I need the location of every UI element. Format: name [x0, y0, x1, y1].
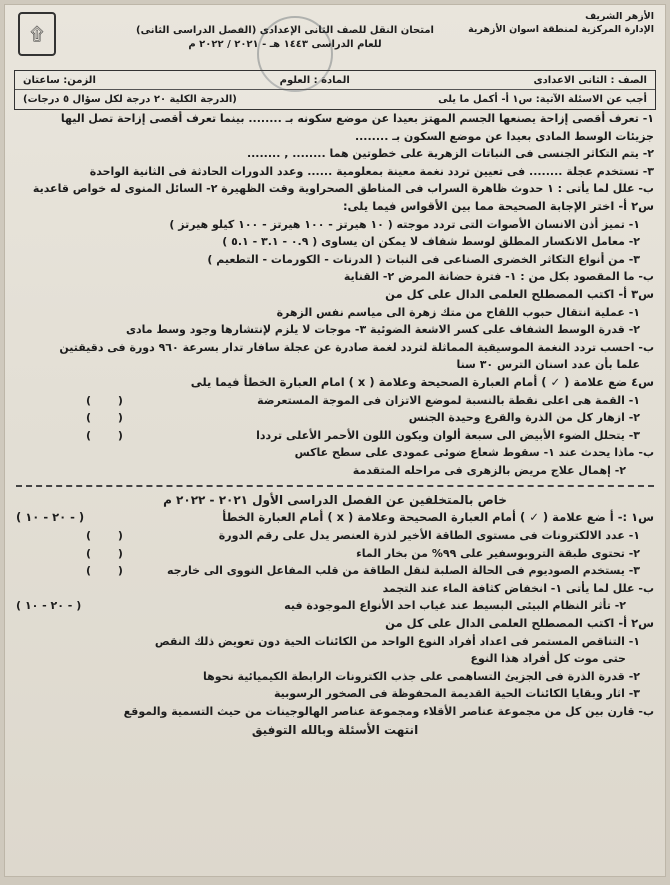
- administration-name: الإدارة المركزية لمنطقة اسوان الأزهرية: [468, 24, 654, 35]
- answer-box[interactable]: ( ): [86, 529, 123, 543]
- makeup-section-title: خاص بالمتخلفين عن الفصل الدراسى الأول ٢٠٢١ - ٢٠٢٢ م: [163, 493, 507, 508]
- section-divider: [16, 485, 654, 487]
- question-line: ب- علل لما يأتى : ١ حدوث ظاهرة السراب فى المناطق الصحراوية وقت الظهيرة ٢- السائل المنوى له خواص قاعدية: [32, 182, 654, 196]
- question-line: ٢- تأثر النظام البيئى البسيط عند غياب احد الأنواع الموجودة فيه: [284, 599, 626, 613]
- closing-line: انتهت الأسئلة وبالله التوفيق: [251, 722, 419, 737]
- question-line: ٣- تستخدم عجلة ........ فى تعيين تردد نغمة معينة بمعلومية ...... وعدد الدورات الحادثة فى الثانية الواحدة: [89, 164, 654, 178]
- true-false-item: [16, 392, 654, 410]
- question-heading: س٢ أ- اختر الإجابة الصحيحة مما بين الأقواس فيما يلى:: [342, 198, 654, 213]
- true-false-item: [16, 562, 654, 580]
- question-line: ١- التناقص المستمر فى اعداد أفراد النوع الواحد من الكائنات الحية دون تعويض ذلك النقص: [154, 634, 640, 648]
- grade-label: الصف : الثانى الاعدادى: [533, 74, 647, 86]
- question-heading: س١ :- أ ضع علامة ( ✓ ) أمام العبارة الصحيحة وعلامة ( x ) أمام العبارة الخطأ: [222, 510, 654, 525]
- subject-label: المادة : العلوم: [279, 74, 350, 86]
- true-false-item: [16, 427, 654, 445]
- question-line: ب- ماذا يحدث عند ١- سقوط شعاع ضوئى عمودى على سطح عاكس: [294, 446, 654, 460]
- question-line: ٢- قدرة الذرة فى الجزيئ التساهمى على جذب الكترونات الرابطة الكيميائية نحوها: [202, 669, 640, 683]
- marks-label: ( ٢٠ - ١٠ - ): [16, 599, 82, 613]
- instruction-label: أجب عن الاسئلة الآتية: س١ أ- أكمل ما يلى: [438, 93, 647, 105]
- exam-paper: [4, 4, 666, 877]
- question-line: ٢- إهمال علاج مريض بالزهرى فى مراحله المتقدمة: [352, 463, 626, 477]
- institution-name: الأزهر الشريف: [585, 11, 654, 22]
- tf-statement: ٢- تحتوى طبقة التروبوسفير على ٩٩% من بخار الماء: [356, 546, 640, 560]
- exam-header: [12, 10, 658, 70]
- academic-year: للعام الدراسى ١٤٤٣ هـ - ٢٠٢١ / ٢٠٢٢ م: [188, 39, 382, 50]
- tf-statement: ١- عدد الالكترونات فى مستوى الطاقة الأخير لذرة العنصر يدل على رقم الدورة: [218, 529, 640, 543]
- tf-statement: ٣- يستخدم الصوديوم فى الحالة الصلبة لنقل الطاقة من قلب المفاعل النووى الى خارجه: [167, 564, 640, 578]
- question-line-row: [16, 597, 654, 615]
- question-line: ٢- معامل الانكسار المطلق لوسط شفاف لا يمكن ان يساوى ( ٠.٩ - ٣.١ - ٥.١ ): [222, 235, 640, 249]
- true-false-item: [16, 545, 654, 563]
- tf-statement: ٣- يتحلل الضوء الأبيض الى سبعة ألوان ويكون اللون الأحمر الأعلى ترددا: [256, 428, 640, 442]
- question-line: ب- علل لما يأتى ١- انخفاض كثافة الماء عند التجمد: [382, 581, 654, 595]
- exam-title: امتحان النقل للصف الثانى الإعدادى (الفصل الدراسى الثانى): [136, 25, 434, 36]
- question-line: حتى موت كل أفراد هذا النوع: [470, 652, 626, 666]
- info-row-bottom: [15, 89, 655, 108]
- question-line: ٣- من أنواع التكاثر الخضرى الصناعى فى النبات ( الدرنات - الكورمات - التطعيم ): [207, 252, 640, 266]
- question-line: جزيئات الوسط المادى بعيدا عن موضع السكون بـ ........: [354, 129, 654, 143]
- tf-statement: ٢- ازهار كل من الذرة والقرع وحيدة الجنس: [408, 411, 640, 425]
- question-heading: س٣ أ- اكتب المصطلح العلمى الدال على كل من: [385, 286, 654, 301]
- question-line: ب- احسب تردد النغمة الموسيقية المماثلة لتردد لغمة صادرة عن عجلة سافار تدار بسرعة ٩٦٠ دورة فى دقيقتين: [59, 340, 654, 354]
- question-line: ١- تميز أذن الانسان الأصوات التى تردد موجته ( ١٠ هيرتز - ١٠٠ هيرتز - ١٠٠ كيلو هيرتز ): [169, 217, 640, 231]
- answer-box[interactable]: ( ): [86, 546, 123, 560]
- institution-block: [444, 10, 654, 36]
- info-row-top: [15, 71, 655, 89]
- total-marks-label: (الدرجة الكلية ٢٠ درجة لكل سؤال ٥ درجات): [23, 93, 237, 105]
- question-line: ١- تعرف أقصى إزاحة يصنعها الجسم المهتز بعيدا عن موضع سكونه بـ ........ بينما تعرف أقصى إزاحة تصل اليها: [60, 112, 654, 125]
- exam-info-bar: [14, 70, 656, 110]
- answer-box[interactable]: ( ): [86, 428, 123, 442]
- time-label: الزمن: ساعتان: [23, 74, 96, 86]
- answer-box[interactable]: ( ): [86, 411, 123, 425]
- azhar-logo-icon: ۩: [18, 12, 56, 56]
- question-heading-row: [16, 509, 654, 527]
- true-false-item: [16, 527, 654, 545]
- question-line: ب- ما المقصود بكل من : ١- فترة حضانة المرض ٢- القناية: [343, 270, 654, 284]
- question-heading: س٤ ضع علامة ( ✓ ) أمام العبارة الصحيحة وعلامة ( x ) امام العبارة الخطأ فيما يلى: [190, 374, 654, 389]
- marks-label: ( ٢٠ - ١٠ - ): [16, 510, 85, 525]
- question-line: ٣- اثار وبقايا الكائنات الحية القديمة المحفوظة فى الصخور الرسوبية: [274, 687, 640, 701]
- answer-box[interactable]: ( ): [86, 564, 123, 578]
- question-line: علما بأن عدد اسنان الترس ٣٠ سنا: [456, 358, 640, 372]
- question-line: ٢- يتم التكاثر الجنسى فى النباتات الزهرية على خطوتين هما ........ , ........: [246, 147, 654, 161]
- question-line: ٢- قدرة الوسط الشفاف على كسر الاشعة الضوئية ٣- موجات لا يلزم لإنتشارها وجود وسط مادى: [125, 323, 640, 337]
- question-heading: س٢ أ- اكتب المصطلح العلمى الدال على كل من: [385, 616, 654, 631]
- exam-body: [16, 110, 654, 871]
- tf-statement: ١- القمة هى اعلى نقطة بالنسبة لموضع الاتزان فى الموجة المستعرضة: [257, 393, 640, 407]
- question-line: ١- عملية انتقال حبوب اللقاح من متك زهرة الى مياسم نفس الزهرة: [276, 305, 640, 319]
- question-line: ب- قارن بين كل من مجموعة عناصر الأقلاء ومجموعة عناصر الهالوجينات من حيث التسمية والموقع: [123, 705, 654, 718]
- answer-box[interactable]: ( ): [86, 393, 123, 407]
- true-false-item: [16, 409, 654, 427]
